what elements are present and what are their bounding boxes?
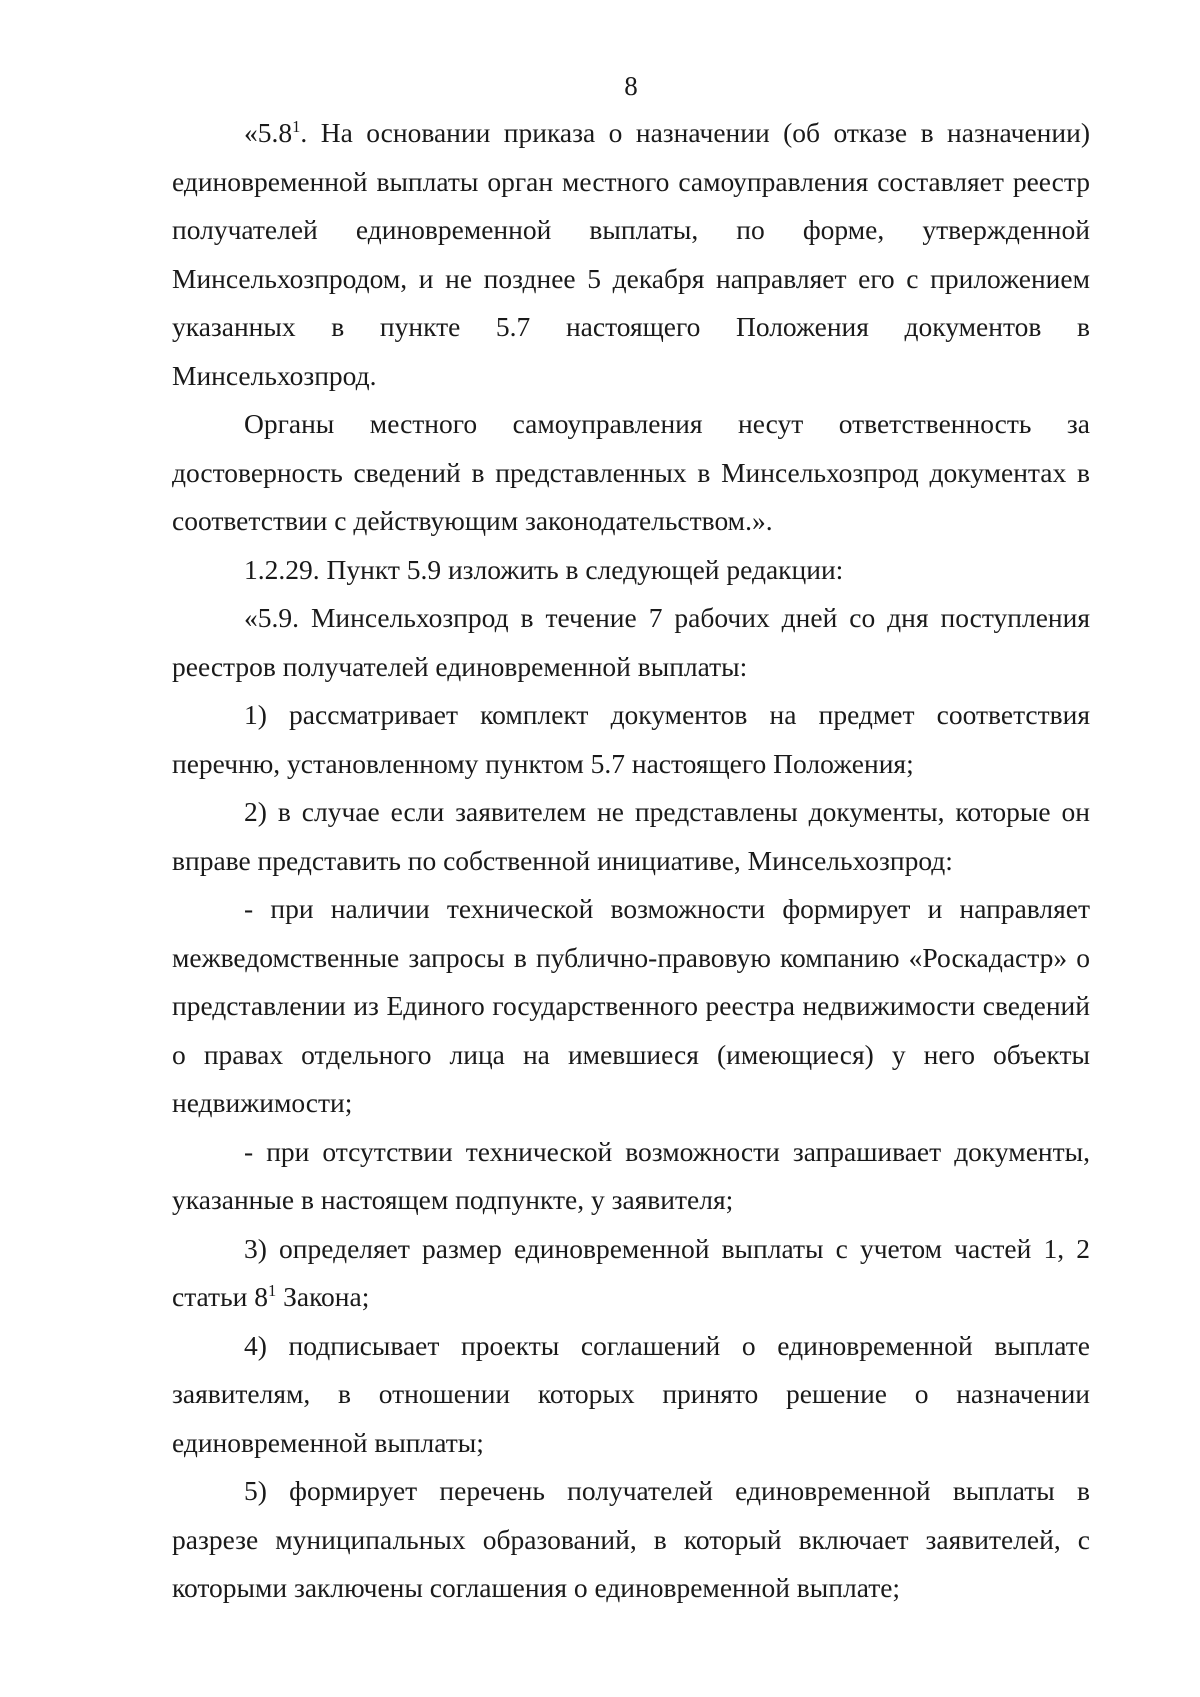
list-item-3: 3) определяет размер единовременной выплаты с учетом частей 1, 2 статьи $8^1$ Закона; (172, 1232, 1090, 1312)
list-item-4: 4) подписывает проекты соглашений о единовременной выплате заявителям, в отношении которых принято решение о назначении единовременной выплаты; (172, 1329, 1090, 1458)
list-subitem-technical-possibility: - при наличии технической возможности формирует и направляет межведомственные запросы в публично-правовую компанию «Роскадастр» о представлении из Единого государственного реестра недвижимости сведений о правах отдельного лица на имевшиеся (имеющиеся) у него объекты недвижимости; (172, 893, 1090, 1118)
list-item-2: 2) в случае если заявителем не представлены документы, которые он вправе представить по собственной инициативе, Минсельхозпрод: (172, 796, 1090, 876)
document-body (172, 109, 1090, 1613)
paragraph-responsibility: Органы местного самоуправления несут ответственность за достоверность сведений в представленных в Минсельхозпрод документах в соответствии с действующим законодательством.». (172, 408, 1090, 536)
superscript: 1 (292, 117, 301, 137)
list-item-1: 1) рассматривает комплект документов на предмет соответствия перечню, установленному пунктом 5.7 настоящего Положения; (172, 699, 1090, 779)
list-subitem-no-technical-possibility: - при отсутствии технической возможности запрашивает документы, указанные в настоящем подпункте, у заявителя; (172, 1135, 1090, 1215)
page-number: 8 (624, 71, 638, 101)
superscript: 1 (267, 1281, 277, 1301)
list-item-5: 5) формирует перечень получателей единовременной выплаты в разрезе муниципальных образований, в который включает заявителей, с которыми заключены соглашения о единовременной выплате; (172, 1475, 1090, 1603)
paragraph-5-9: «5.9. Минсельхозпрод в течение 7 рабочих дней со дня поступления реестров получателей единовременной выплаты: (172, 602, 1090, 682)
paragraph-5-8-1: «$5.8^1$. На основании приказа о назначении (об отказе в назначении) единовременной выплаты орган местного самоуправления составляет реестр получателей единовременной выплаты, по форме, утвержденной Минсельхозпродом, и не позднее 5 декабря направляет его с приложением указанных в пункте 5.7 настоящего Положения документов в Минсельхозпрод. (172, 117, 1090, 391)
paragraph-1-2-29: 1.2.29. Пункт 5.9 изложить в следующей редакции: (244, 553, 844, 585)
